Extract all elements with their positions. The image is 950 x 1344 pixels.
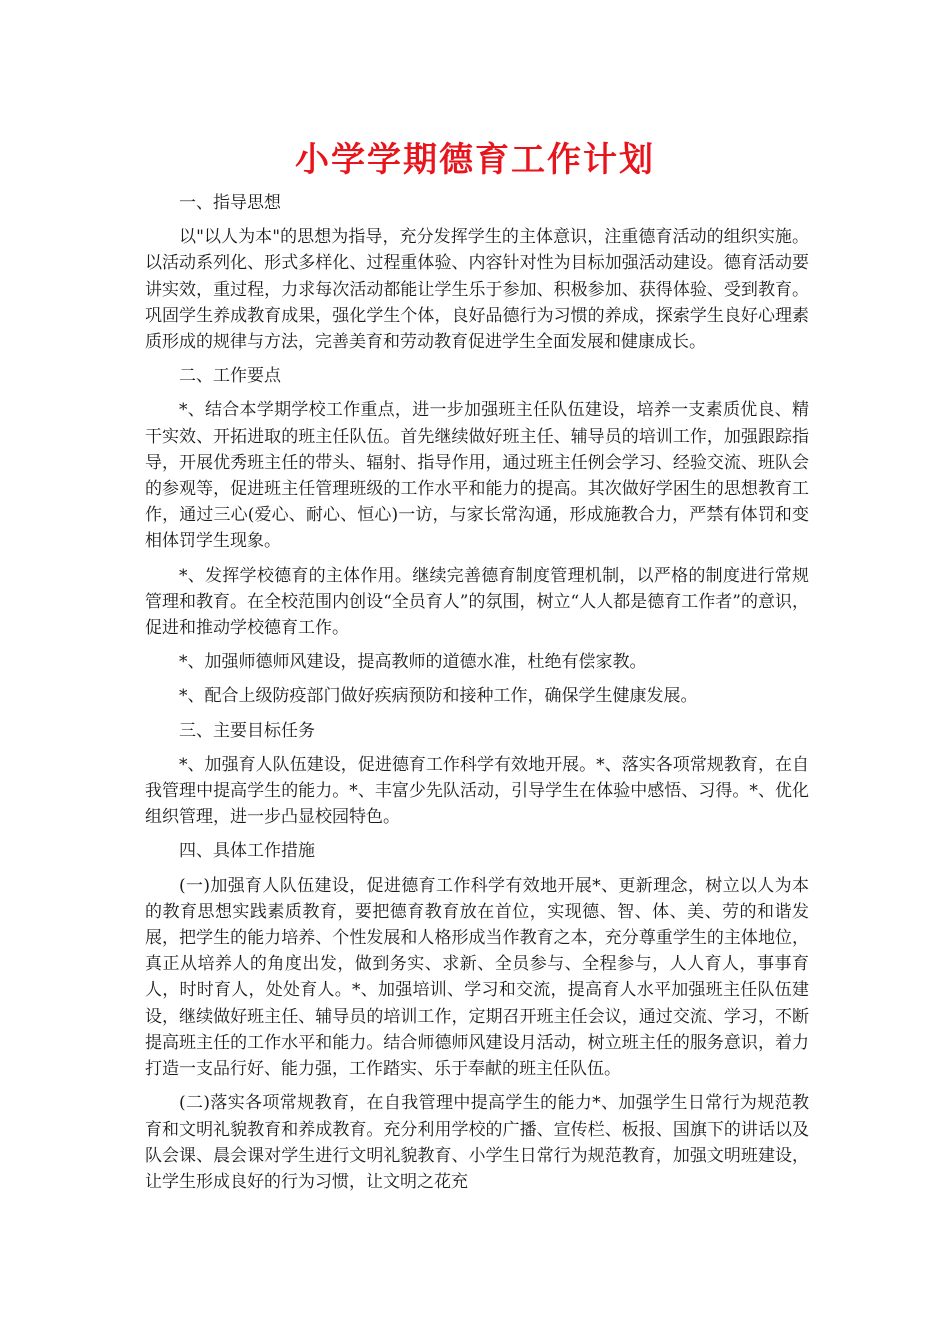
document-body [145, 190, 809, 1203]
paragraph: 以"以人为本"的思想为指导，充分发挥学生的主体意识，注重德育活动的组织实施。以活动系列化、形式多样化、过程重体验、内容针对性为目标加强活动建设。德育活动要讲实效，重过程，力求每次活动都能让学生乐于参加、积极参加、获得体验、受到教育。巩固学生养成教育成果，强化学生个体，良好品德行为习惯的养成，探索学生良好心理素质形成的规律与方法，完善美育和劳动教育促进学生全面发展和健康成长。 [145, 227, 809, 353]
paragraph: *、加强师德师风建设，提高教师的道德水准，杜绝有偿家教。 [179, 652, 647, 673]
paragraph: (一)加强育人队伍建设，促进德育工作科学有效地开展*、更新理念，树立以人为本的教育思想实践素质教育，要把德育教育放在首位，实现德、智、体、美、劳的和谐发展，把学生的能力培养、个性发展和人格形成当作教育之本，充分尊重学生的主体地位，真正从培养人的角度出发，做到务实、求新、全员参与、全程参与，人人育人，事事育人，时时育人，处处育人。*、加强培训、学习和交流，提高育人水平加强班主任队伍建设，继续做好班主任、辅导员的培训工作，定期召开班主任会议，通过交流、学习，不断提高班主任的工作水平和能力。结合师德师风建设月活动，树立班主任的服务意识，着力打造一支品行好、能力强，工作踏实、乐于奉献的班主任队伍。 [145, 875, 809, 1080]
paragraph: *、配合上级防疫部门做好疾病预防和接种工作，确保学生健康发展。 [179, 686, 698, 707]
section-heading-specific-measures: 四、具体工作措施 [179, 841, 315, 862]
document-title: 小学学期德育工作计划 [295, 140, 655, 180]
paragraph: (二)落实各项常规教育，在自我管理中提高学生的能力*、加强学生日常行为规范教育和文明礼貌教育和养成教育。充分利用学校的广播、宣传栏、板报、国旗下的讲话以及队会课、晨会课对学生进行文明礼貌教育、小学生日常行为规范教育，加强文明班建设，让学生形成良好的行为习惯，让文明之花充 [145, 1093, 809, 1192]
section-heading-main-goals: 三、主要目标任务 [179, 720, 315, 741]
paragraph: *、结合本学期学校工作重点，进一步加强班主任队伍建设，培养一支素质优良、精干实效、开拓进取的班主任队伍。首先继续做好班主任、辅导员的培训工作，加强跟踪指导，开展优秀班主任的带头、辐射、指导作用，通过班主任例会学习、经验交流、班队会的参观等，促进班主任管理班级的工作水平和能力的提高。其次做好学困生的思想教育工作，通过三心(爱心、耐心、恒心)一访，与家长常沟通，形成施教合力，严禁有体罚和变相体罚学生现象。 [145, 400, 809, 552]
paragraph: *、发挥学校德育的主体作用。继续完善德育制度管理机制，以严格的制度进行常规管理和教育。在全校范围内创设“全员育人”的氛围，树立“人人都是德育工作者”的意识，促进和推动学校德育工作。 [145, 565, 809, 639]
paragraph: *、加强育人队伍建设，促进德育工作科学有效地开展。*、落实各项常规教育，在自我管理中提高学生的能力。*、丰富少先队活动，引导学生在体验中感悟、习得。*、优化组织管理，进一步凸显校园特色。 [145, 754, 809, 828]
section-heading-guiding-ideology: 一、指导思想 [179, 193, 281, 213]
section-heading-work-points: 二、工作要点 [179, 366, 281, 387]
